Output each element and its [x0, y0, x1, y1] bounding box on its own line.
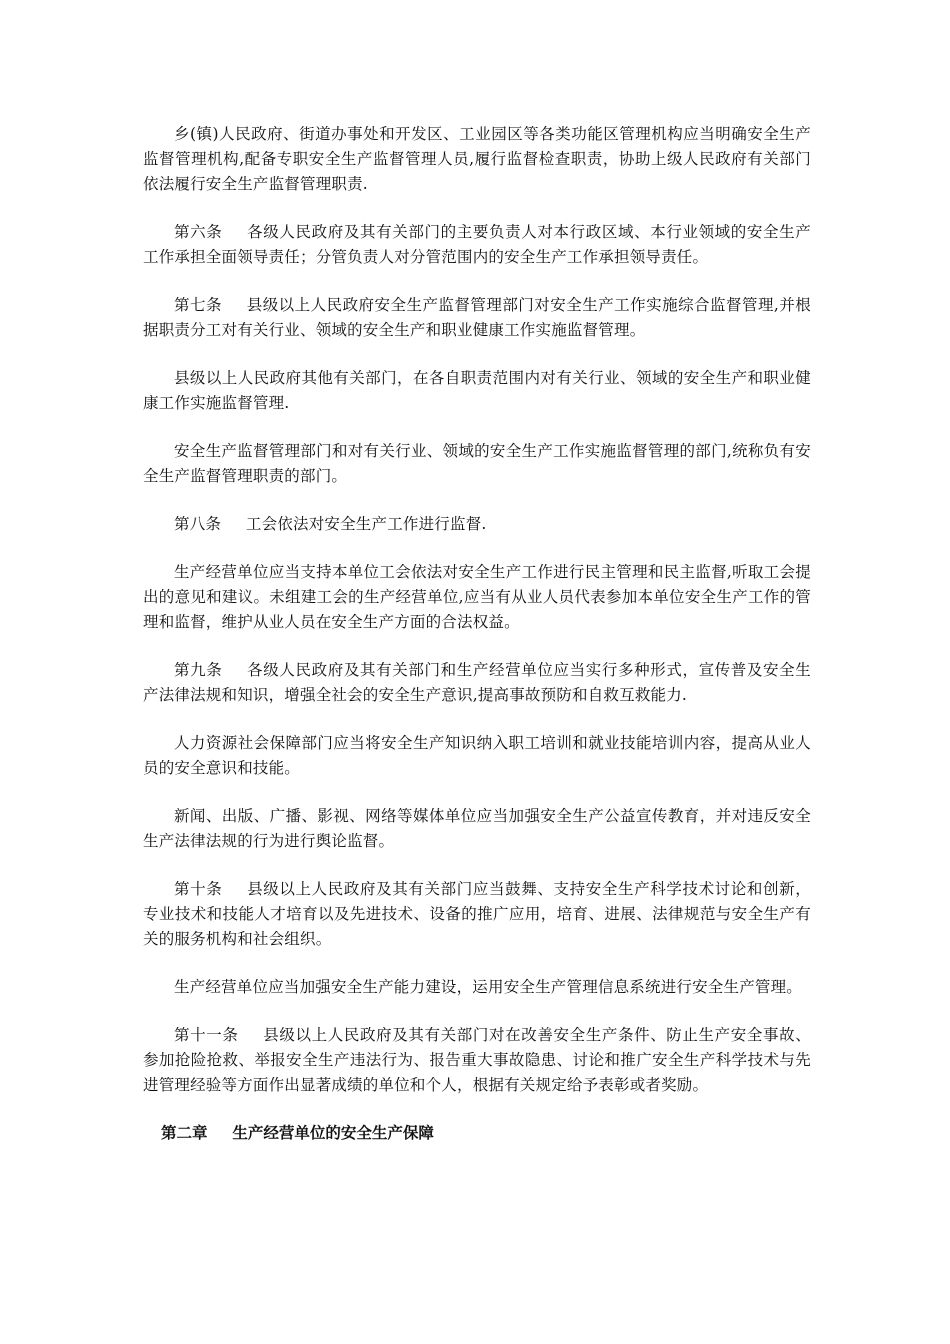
article-7-para-3	[143, 439, 811, 489]
document-page	[143, 122, 811, 1146]
chapter-number: 第二章	[161, 1124, 208, 1142]
paragraph-text: 县级以上人民政府及其有关部门对在改善安全生产条件、防止生产安全事故、参加抢险抢救、举报安全生产违法行为、报告重大事故隐患、讨论和推广安全生产科学技术与先进管理经验等方面作出显著成绩的单位和个人，根据有关规定给予表彰或者奖励。	[143, 1026, 811, 1094]
paragraph-intro	[143, 122, 811, 197]
article-9	[143, 658, 811, 708]
article-8	[143, 512, 811, 537]
paragraph-text: 各级人民政府及其有关部门的主要负责人对本行政区域、本行业领域的安全生产工作承担全面领导责任；分管负责人对分管范围内的安全生产工作承担领导责任。	[143, 223, 811, 266]
article-number: 第七条	[174, 296, 222, 314]
paragraph-text: 新闻、出版、广播、影视、网络等媒体单位应当加强安全生产公益宣传教育，并对违反安全生产法律法规的行为进行舆论监督。	[143, 807, 811, 850]
article-9-para-2	[143, 731, 811, 781]
article-number: 第六条	[174, 223, 223, 241]
chapter-heading	[143, 1121, 811, 1146]
article-8-para-2	[143, 560, 811, 635]
paragraph-text: 安全生产监督管理部门和对有关行业、领域的安全生产工作实施监督管理的部门,统称负有安全生产监督管理职责的部门。	[143, 442, 811, 485]
paragraph-text: 人力资源社会保障部门应当将安全生产知识纳入职工培训和就业技能培训内容，提高从业人员的安全意识和技能。	[143, 734, 811, 777]
paragraph-text: 工会依法对安全生产工作进行监督.	[245, 515, 487, 533]
article-6	[143, 220, 811, 270]
article-7	[143, 293, 811, 343]
article-number: 第十一条	[174, 1026, 239, 1044]
paragraph-text: 生产经营单位应当加强安全生产能力建设，运用安全生产管理信息系统进行安全生产管理。	[174, 978, 803, 996]
article-10	[143, 877, 811, 952]
paragraph-text: 各级人民政府及其有关部门和生产经营单位应当实行多种形式，宣传普及安全生产法律法规和知识，增强全社会的安全生产意识,提高事故预防和自救互救能力.	[143, 661, 811, 704]
article-number: 第八条	[174, 515, 222, 533]
article-number: 第九条	[174, 661, 223, 679]
article-number: 第十条	[174, 880, 223, 898]
paragraph-text: 县级以上人民政府及其有关部门应当鼓舞、支持安全生产科学技术讨论和创新，专业技术和技能人才培育以及先进技术、设备的推广应用，培育、进展、法律规范与安全生产有关的服务机构和社会组织。	[143, 880, 811, 948]
article-10-para-2	[143, 975, 811, 1000]
article-11	[143, 1023, 811, 1098]
paragraph-text: 县级以上人民政府安全生产监督管理部门对安全生产工作实施综合监督管理,并根据职责分工对有关行业、领域的安全生产和职业健康工作实施监督管理。	[143, 296, 811, 339]
paragraph-text: 生产经营单位应当支持本单位工会依法对安全生产工作进行民主管理和民主监督,听取工会提出的意见和建议。未组建工会的生产经营单位,应当有从业人员代表参加本单位安全生产工作的管理和监督，维护从业人员在安全生产方面的合法权益。	[143, 563, 811, 631]
article-9-para-3	[143, 804, 811, 854]
paragraph-text: 乡(镇)人民政府、街道办事处和开发区、工业园区等各类功能区管理机构应当明确安全生产监督管理机构,配备专职安全生产监督管理人员,履行监督检查职责，协助上级人民政府有关部门依法履行安全生产监督管理职责.	[143, 125, 811, 193]
chapter-title: 生产经营单位的安全生产保障	[232, 1124, 434, 1142]
paragraph-text: 县级以上人民政府其他有关部门，在各自职责范围内对有关行业、领域的安全生产和职业健康工作实施监督管理.	[143, 369, 811, 412]
article-7-para-2	[143, 366, 811, 416]
